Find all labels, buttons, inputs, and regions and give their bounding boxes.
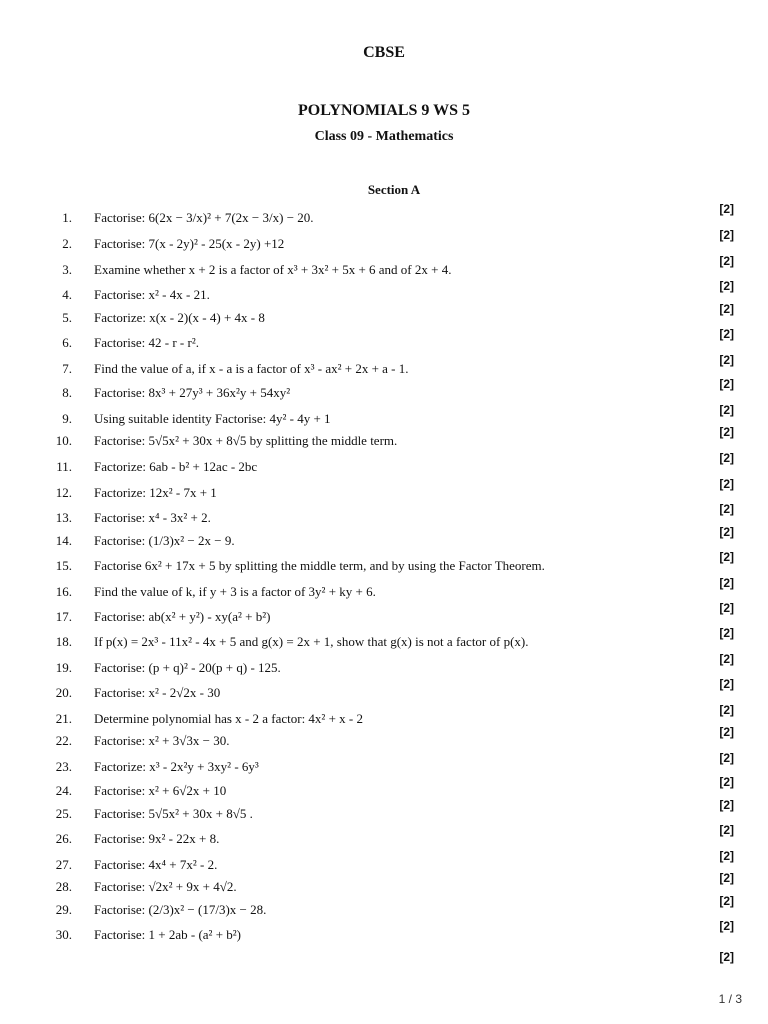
question-text: Factorize: 12x² - 7x + 1 bbox=[94, 485, 217, 500]
question-row bbox=[0, 302, 768, 332]
question-number: 27. bbox=[55, 857, 72, 872]
question-number: 1. bbox=[62, 210, 72, 225]
board-heading: CBSE bbox=[363, 44, 405, 61]
question-number: 4. bbox=[62, 287, 72, 302]
question-text: Factorise: 8x³ + 27y³ + 36x²y + 54xy² bbox=[94, 385, 291, 400]
question-marks: [2] bbox=[719, 849, 734, 863]
question-text: Factorise: x² - 2√2x - 30 bbox=[94, 685, 221, 700]
question-row bbox=[0, 849, 768, 879]
question-number: 5. bbox=[62, 310, 72, 325]
question-row bbox=[0, 626, 768, 656]
question-marks: [2] bbox=[719, 451, 734, 465]
question-number: 24. bbox=[55, 783, 72, 798]
question-text: Find the value of k, if y + 3 is a factor of 3y² + ky + 6. bbox=[94, 584, 376, 599]
question-number: 20. bbox=[55, 685, 72, 700]
question-row bbox=[0, 451, 768, 481]
question-row bbox=[0, 425, 768, 455]
question-text: Factorise: 4x⁴ + 7x² - 2. bbox=[94, 857, 218, 872]
question-text: Factorise 6x² + 17x + 5 by splitting the middle term, and by using the Factor Theorem. bbox=[94, 558, 545, 573]
question-number: 18. bbox=[55, 634, 72, 649]
question-text: Find the value of a, if x - a is a factor of x³ - ax² + 2x + a - 1. bbox=[94, 361, 409, 376]
question-marks: [2] bbox=[719, 798, 734, 812]
question-marks: [2] bbox=[719, 751, 734, 765]
question-text: Factorise: (1/3)x² − 2x − 9. bbox=[94, 533, 235, 548]
question-row bbox=[0, 652, 768, 682]
question-row bbox=[0, 254, 768, 284]
question-number: 13. bbox=[55, 510, 72, 525]
question-marks: [2] bbox=[719, 425, 734, 439]
question-number: 25. bbox=[55, 806, 72, 821]
question-text: Factorise: x² + 3√3x − 30. bbox=[94, 733, 230, 748]
question-text: Determine polynomial has x - 2 a factor: 4x² + x - 2 bbox=[94, 711, 363, 726]
question-marks: [2] bbox=[719, 327, 734, 341]
question-marks: [2] bbox=[719, 703, 734, 717]
question-number: 21. bbox=[55, 711, 72, 726]
question-number: 17. bbox=[55, 609, 72, 624]
question-row bbox=[0, 703, 768, 733]
question-text: Factorise: 5√5x² + 30x + 8√5 by splitting the middle term. bbox=[94, 433, 398, 448]
question-row bbox=[0, 279, 768, 309]
question-marks: [2] bbox=[719, 228, 734, 242]
question-row bbox=[0, 919, 768, 949]
question-text: Examine whether x + 2 is a factor of x³ + 3x² + 5x + 6 and of 2x + 4. bbox=[94, 262, 452, 277]
question-row bbox=[0, 477, 768, 507]
trailing-marks: [2] bbox=[719, 950, 734, 964]
question-marks: [2] bbox=[719, 626, 734, 640]
question-row bbox=[0, 823, 768, 853]
question-text: Factorise: 7(x - 2y)² - 25(x - 2y) +12 bbox=[94, 236, 285, 251]
question-row bbox=[0, 894, 768, 924]
question-marks: [2] bbox=[719, 871, 734, 885]
question-number: 15. bbox=[55, 558, 72, 573]
question-text: Factorise: √2x² + 9x + 4√2. bbox=[94, 879, 237, 894]
question-number: 29. bbox=[55, 902, 72, 917]
question-row bbox=[0, 327, 768, 357]
question-text: Factorise: 6(2x − 3/x)² + 7(2x − 3/x) − 20. bbox=[94, 210, 314, 225]
question-text: Using suitable identity Factorise: 4y² - 4y + 1 bbox=[94, 411, 331, 426]
question-marks: [2] bbox=[719, 601, 734, 615]
question-text: Factorise: 42 - r - r². bbox=[94, 335, 199, 350]
worksheet-subtitle: Class 09 - Mathematics bbox=[314, 129, 454, 144]
question-marks: [2] bbox=[719, 894, 734, 908]
question-text: Factorize: x³ - 2x²y + 3xy² - 6y³ bbox=[94, 759, 259, 774]
question-number: 12. bbox=[55, 485, 72, 500]
question-text: Factorise: x² + 6√2x + 10 bbox=[94, 783, 227, 798]
question-row bbox=[0, 798, 768, 828]
question-marks: [2] bbox=[719, 254, 734, 268]
question-marks: [2] bbox=[719, 279, 734, 293]
question-row bbox=[0, 502, 768, 532]
question-row bbox=[0, 576, 768, 606]
question-row bbox=[0, 228, 768, 258]
question-marks: [2] bbox=[719, 502, 734, 516]
section-heading: Section A bbox=[367, 182, 421, 197]
question-text: Factorize: 6ab - b² + 12ac - 2bc bbox=[94, 459, 258, 474]
question-marks: [2] bbox=[719, 202, 734, 216]
question-number: 3. bbox=[62, 262, 72, 277]
question-text: Factorize: x(x - 2)(x - 4) + 4x - 8 bbox=[94, 310, 265, 325]
question-number: 8. bbox=[62, 385, 72, 400]
question-text: Factorise: x⁴ - 3x² + 2. bbox=[94, 510, 211, 525]
question-number: 9. bbox=[62, 411, 72, 426]
question-number: 2. bbox=[62, 236, 72, 251]
question-marks: [2] bbox=[719, 576, 734, 590]
question-row bbox=[0, 377, 768, 407]
question-row bbox=[0, 550, 768, 580]
question-row bbox=[0, 353, 768, 383]
question-marks: [2] bbox=[719, 525, 734, 539]
question-text: Factorise: ab(x² + y²) - xy(a² + b²) bbox=[94, 609, 271, 624]
question-number: 16. bbox=[55, 584, 72, 599]
question-marks: [2] bbox=[719, 477, 734, 491]
question-text: Factorise: 9x² - 22x + 8. bbox=[94, 831, 220, 846]
question-text: Factorise: (2/3)x² − (17/3)x − 28. bbox=[94, 902, 267, 917]
question-marks: [2] bbox=[719, 403, 734, 417]
question-number: 30. bbox=[55, 927, 72, 942]
question-text: Factorise: 5√5x² + 30x + 8√5 . bbox=[94, 806, 253, 821]
question-marks: [2] bbox=[719, 353, 734, 367]
question-number: 19. bbox=[55, 660, 72, 675]
worksheet-title: POLYNOMIALS 9 WS 5 bbox=[297, 102, 471, 119]
question-marks: [2] bbox=[719, 377, 734, 391]
question-row bbox=[0, 677, 768, 707]
question-number: 28. bbox=[55, 879, 72, 894]
question-text: Factorise: (p + q)² - 20(p + q) - 125. bbox=[94, 660, 281, 675]
question-marks: [2] bbox=[719, 725, 734, 739]
question-number: 14. bbox=[55, 533, 72, 548]
question-number: 23. bbox=[55, 759, 72, 774]
question-marks: [2] bbox=[719, 919, 734, 933]
page-number: 1 / 3 bbox=[718, 992, 742, 1006]
question-number: 26. bbox=[55, 831, 72, 846]
question-text: If p(x) = 2x³ - 11x² - 4x + 5 and g(x) = 2x + 1, show that g(x) is not a factor of p(x). bbox=[94, 634, 529, 649]
question-marks: [2] bbox=[719, 823, 734, 837]
question-marks: [2] bbox=[719, 302, 734, 316]
question-number: 11. bbox=[56, 459, 72, 474]
question-number: 10. bbox=[55, 433, 72, 448]
question-row bbox=[0, 751, 768, 781]
question-marks: [2] bbox=[719, 652, 734, 666]
question-row bbox=[0, 775, 768, 805]
question-number: 7. bbox=[62, 361, 72, 376]
question-marks: [2] bbox=[719, 677, 734, 691]
question-row bbox=[0, 202, 768, 232]
question-row bbox=[0, 525, 768, 555]
question-row bbox=[0, 725, 768, 755]
question-text: Factorise: 1 + 2ab - (a² + b²) bbox=[94, 927, 241, 942]
question-text: Factorise: x² - 4x - 21. bbox=[94, 287, 210, 302]
question-row bbox=[0, 871, 768, 901]
question-row bbox=[0, 601, 768, 631]
question-number: 22. bbox=[55, 733, 72, 748]
question-row bbox=[0, 403, 768, 433]
question-marks: [2] bbox=[719, 775, 734, 789]
question-marks: [2] bbox=[719, 550, 734, 564]
question-number: 6. bbox=[62, 335, 72, 350]
